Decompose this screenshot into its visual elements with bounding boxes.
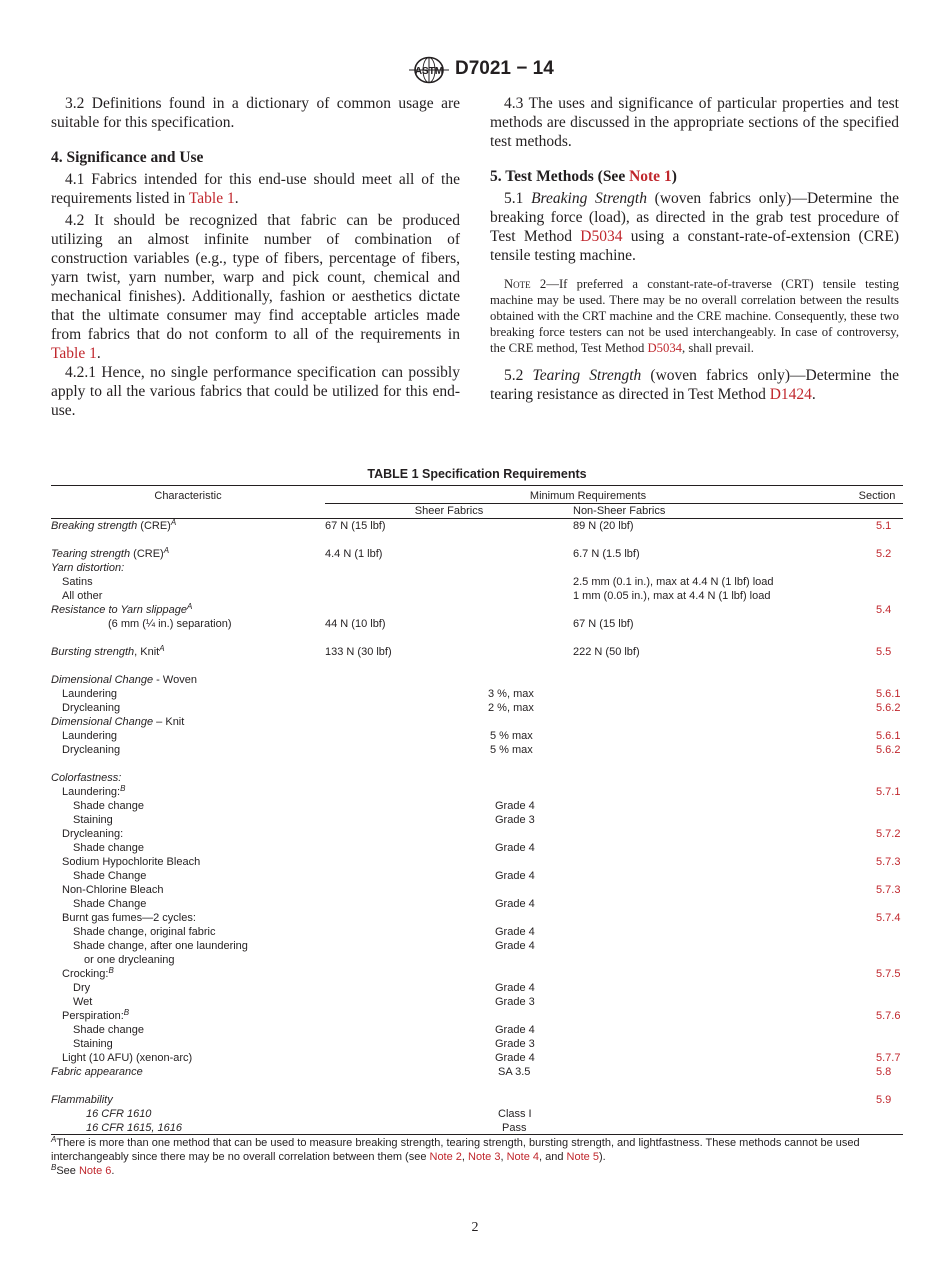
section-link[interactable]: 5.5 bbox=[876, 646, 892, 658]
table-row: 16 CFR 1610 Class I bbox=[86, 1108, 532, 1120]
page-number: 2 bbox=[471, 1220, 479, 1235]
paragraph-3-2: 3.2 Definitions found in a dictionary of common usage are suitable for this specification. bbox=[51, 95, 460, 131]
table-row: Tearing strength (CRE)$^A$ 4.4 N (1 lbf) 6.7 N (1.5 lbf) 5.2 bbox=[51, 547, 903, 561]
table-row: All other 1 mm (0.05 in.), max at 4.4 N (1 lbf) load bbox=[62, 590, 771, 602]
section-link[interactable]: 5.7.3 bbox=[876, 856, 901, 868]
paragraph-4-2-1: 4.2.1 Hence, no single performance specification can possibly apply to all the various fabrics that could be utilized for this end-use. bbox=[51, 364, 460, 419]
paragraph-5-1: 5.1 Breaking Strength (woven fabrics only)—Determine the breaking force (load), as directed in the grab test procedure of Test Method D5034 using a constant-rate-of-extension (CRE) tensile testing machine. bbox=[490, 190, 900, 264]
footnote-a: $^A$There is more than one method that can be used to measure breaking strength, tearing strength, bursting strength, and lightfastness. These methods cannot be used interchangeably since there may be no overall correlation between them (see Note 2, Note 3, Note 4, and Note 5). bbox=[51, 1135, 860, 1163]
d1424-link[interactable]: D1424 bbox=[769, 386, 812, 403]
table-row: Perspiration:$^B$ 5.7.6 bbox=[51, 1009, 903, 1023]
section-link[interactable]: 5.6.2 bbox=[876, 744, 901, 756]
table-row: Burnt gas fumes—2 cycles: 5.7.4 bbox=[51, 911, 903, 925]
table-row: Shade change, after one laundering Grade 4 bbox=[73, 940, 535, 952]
table-row: Sodium Hypochlorite Bleach 5.7.3 bbox=[51, 855, 903, 869]
d5034-link[interactable]: D5034 bbox=[580, 228, 623, 245]
table-row: Dimensional Change - Woven bbox=[51, 674, 197, 686]
section-link[interactable]: 5.6.2 bbox=[876, 702, 901, 714]
table-row: Staining Grade 3 bbox=[73, 1038, 535, 1050]
col-header-min-req: Minimum Requirements bbox=[325, 486, 851, 504]
svg-text:ASTM: ASTM bbox=[414, 66, 444, 77]
note-2: Note 2—If preferred a constant-rate-of-traverse (CRT) tensile testing machine may be used. There may be no overall correlation between the results obtained with the CRT machine and the CRE machine. Consequently, these two breaking force testers can not be used interchangeably. In case of controversy, the CRE method, Test Method D5034, shall prevail. bbox=[490, 277, 899, 355]
col-header-sheer: Sheer Fabrics bbox=[325, 504, 573, 519]
table-row: or one drycleaning bbox=[84, 954, 175, 966]
paragraph-4-3: 4.3 The uses and significance of particular properties and test methods are discussed in the appropriate sections of the specified test methods. bbox=[490, 95, 899, 150]
table-row: Fabric appearance SA 3.5 5.8 bbox=[51, 1065, 903, 1079]
col-header-nonsheer: Non-Sheer Fabrics bbox=[573, 504, 851, 519]
section-link[interactable]: 5.4 bbox=[876, 604, 892, 616]
table-row: Resistance to Yarn slippage$^A$ 5.4 bbox=[51, 603, 903, 617]
table-row: (6 mm (¼ in.) separation) 44 N (10 lbf) 67 N (15 lbf) bbox=[108, 618, 634, 630]
section-link[interactable]: 5.7.5 bbox=[876, 968, 901, 980]
table-caption: TABLE 1 Specification Requirements bbox=[367, 467, 587, 481]
left-column bbox=[51, 94, 460, 420]
table-row: Breaking strength (CRE)$^A$ 67 N (15 lbf) 89 N (20 lbf) 5.1 bbox=[51, 519, 903, 534]
heading-significance: 4. Significance and Use bbox=[51, 149, 204, 166]
paragraph-4-1: 4.1 Fabrics intended for this end-use should meet all of the requirements listed in Table 1. bbox=[51, 171, 460, 207]
page-header bbox=[0, 56, 950, 86]
astm-logo-icon bbox=[407, 56, 451, 84]
section-link[interactable]: 5.8 bbox=[876, 1066, 892, 1078]
table-row: Crocking:$^B$ 5.7.5 bbox=[51, 967, 903, 981]
note-5-link[interactable]: Note 5 bbox=[566, 1151, 599, 1163]
table-row: Shade Change Grade 4 bbox=[73, 898, 535, 910]
spec-table bbox=[51, 485, 903, 1135]
table-row: Drycleaning 5 % max 5.6.2 bbox=[51, 743, 903, 757]
note-3-link[interactable]: Note 3 bbox=[468, 1151, 501, 1163]
table-row: Laundering:$^B$ 5.7.1 bbox=[51, 785, 903, 799]
table-row: Drycleaning: 5.7.2 bbox=[51, 827, 903, 841]
col-header-section: Section bbox=[851, 486, 903, 504]
section-link[interactable]: 5.6.1 bbox=[876, 688, 901, 700]
section-link[interactable]: 5.7.1 bbox=[876, 786, 901, 798]
table-row: Light (10 AFU) (xenon-arc) Grade 4 5.7.7 bbox=[51, 1051, 903, 1065]
heading-test-methods: 5. Test Methods (See Note 1) bbox=[490, 168, 677, 185]
table-row: Dry Grade 4 bbox=[73, 982, 535, 994]
section-link[interactable]: 5.7.3 bbox=[876, 884, 901, 896]
table-row: Satins 2.5 mm (0.1 in.), max at 4.4 N (1 lbf) load bbox=[62, 576, 774, 588]
section-link[interactable]: 5.2 bbox=[876, 548, 892, 560]
footnote-b: $^B$See Note 6. bbox=[51, 1163, 115, 1177]
table-row: Yarn distortion: bbox=[51, 562, 125, 574]
note-6-link[interactable]: Note 6 bbox=[78, 1165, 112, 1177]
table-row: Shade change Grade 4 bbox=[73, 1024, 535, 1036]
table-row: Dimensional Change – Knit bbox=[51, 716, 185, 728]
section-link[interactable]: 5.7.6 bbox=[876, 1010, 901, 1022]
table-row: Non-Chlorine Bleach 5.7.3 bbox=[51, 883, 903, 897]
section-link[interactable]: 5.1 bbox=[876, 520, 892, 532]
paragraph-5-2: 5.2 Tearing Strength (woven fabrics only)—Determine the tearing resistance as directed in Test Method D1424. bbox=[490, 367, 900, 403]
paragraph-4-2: 4.2 It should be recognized that fabric can be produced utilizing an almost infinite number of combination of construction variables (e.g., type of fibers, percentage of fibers, yarn twist, yarn number, warp and pick count, chemical and mechanical finishes). Additionally, fashion or aesthetics dictate that the ultimate consumer may find acceptable articles made from fabrics that do not conform to all of the requirements in Table 1. bbox=[51, 212, 460, 362]
d5034-link[interactable]: D5034 bbox=[647, 341, 683, 355]
table-row: Laundering 3 %, max 5.6.1 bbox=[51, 687, 903, 701]
document-id: D7021 − 14 bbox=[455, 58, 554, 79]
note-2-link[interactable]: Note 2 bbox=[429, 1151, 462, 1163]
section-link[interactable]: 5.6.1 bbox=[876, 730, 901, 742]
right-column bbox=[490, 94, 899, 404]
table-footnotes bbox=[51, 1134, 903, 1178]
section-link[interactable]: 5.7.4 bbox=[876, 912, 901, 924]
table-row: Staining Grade 3 bbox=[73, 814, 535, 826]
section-link[interactable]: 5.7.7 bbox=[876, 1052, 901, 1064]
section-link[interactable]: 5.7.2 bbox=[876, 828, 901, 840]
table-row: Laundering 5 % max 5.6.1 bbox=[51, 729, 903, 743]
table-row: Bursting strength, Knit$^A$ 133 N (30 lbf) 222 N (50 lbf) 5.5 bbox=[51, 645, 903, 659]
table-1-link[interactable]: Table 1 bbox=[51, 345, 97, 362]
section-link[interactable]: 5.9 bbox=[876, 1094, 892, 1106]
table-row: Colorfastness: bbox=[51, 772, 122, 784]
col-header-characteristic: Characteristic bbox=[51, 486, 325, 504]
table-row: Shade change, original fabric Grade 4 bbox=[73, 926, 535, 938]
note-1-link[interactable]: Note 1 bbox=[629, 168, 672, 185]
table-row: Shade change Grade 4 bbox=[73, 842, 535, 854]
table-row: Shade change Grade 4 bbox=[73, 800, 535, 812]
table-row: Wet Grade 3 bbox=[73, 996, 535, 1008]
table-row: Drycleaning 2 %, max 5.6.2 bbox=[51, 701, 903, 715]
table-row: 16 CFR 1615, 1616 Pass bbox=[86, 1122, 527, 1134]
table-row: Shade Change Grade 4 bbox=[73, 870, 535, 882]
note-4-link[interactable]: Note 4 bbox=[506, 1151, 540, 1163]
table-1-link[interactable]: Table 1 bbox=[188, 190, 235, 207]
table-row: Flammability 5.9 bbox=[51, 1093, 903, 1107]
